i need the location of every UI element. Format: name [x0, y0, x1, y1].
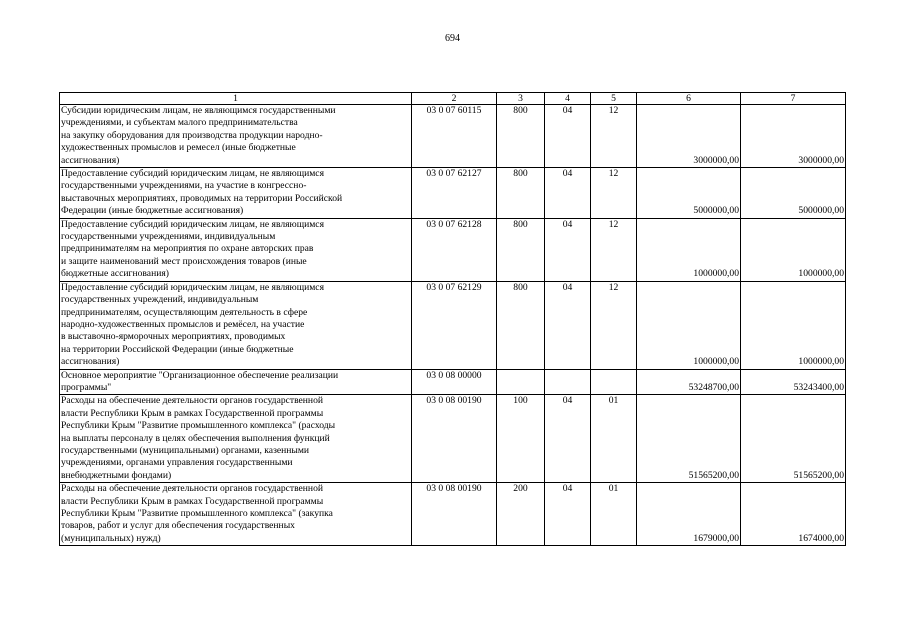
row-amount-year-1: 53248700,00: [637, 369, 741, 395]
description-line: учреждениями, и субъектам малого предпринимательства: [61, 117, 298, 129]
row-subsection: 12: [591, 218, 637, 281]
header-col-3: 3: [497, 93, 545, 105]
description-line: государственными учреждениями, индивидуальным: [61, 231, 276, 243]
row-code: 03 0 07 62128: [412, 218, 497, 281]
page-number: 694: [445, 33, 460, 44]
table-row: [60, 483, 846, 546]
header-col-7: 7: [741, 93, 846, 105]
table-row: [60, 105, 846, 168]
row-description: [60, 281, 412, 369]
table-row: [60, 218, 846, 281]
row-code: 03 0 08 00190: [412, 395, 497, 483]
row-subsection: 01: [591, 483, 637, 546]
row-amount-year-1: 51565200,00: [637, 395, 741, 483]
row-expense-type: 200: [497, 483, 545, 546]
description-line: государственными (муниципальными) органами, казенными: [61, 444, 310, 456]
description-line: бюджетные ассигнования): [61, 268, 169, 280]
row-expense-type: 800: [497, 218, 545, 281]
description-line: ассигнования): [61, 356, 120, 368]
header-col-2: 2: [412, 93, 497, 105]
description-line: государственных учреждений, индивидуальным: [61, 294, 259, 306]
row-section: 04: [545, 105, 591, 168]
description-line: в выставочно-ярморочных мероприятиях, проводимых: [61, 331, 286, 343]
description-line: власти Республики Крым в рамках Государственной программы: [61, 495, 324, 507]
description-line: Субсидии юридическим лицам, не являющимся государственными: [61, 105, 336, 116]
description-line: на территории Российской Федерации (иные бюджетные: [61, 343, 294, 355]
description-line: художественных промыслов и ремесел (иные бюджетные: [61, 142, 296, 154]
row-code: 03 0 08 00000: [412, 369, 497, 395]
row-amount-year-1: 1000000,00: [637, 218, 741, 281]
row-code: 03 0 07 62129: [412, 281, 497, 369]
row-description: [60, 218, 412, 281]
table-row: [60, 369, 846, 395]
row-amount-year-2: 51565200,00: [741, 395, 846, 483]
row-code: 03 0 07 62127: [412, 168, 497, 219]
description-line: Республики Крым "Развитие промышленного комплекса" (закупка: [61, 508, 333, 519]
table-row: [60, 281, 846, 369]
header-col-1: 1: [60, 93, 412, 105]
header-col-6: 6: [637, 93, 741, 105]
row-section: 04: [545, 218, 591, 281]
description-line: Республики Крым "Развитие промышленного комплекса" (расходы: [61, 420, 336, 432]
row-amount-year-2: 1000000,00: [741, 281, 846, 369]
table-row: [60, 395, 846, 483]
row-section: [545, 369, 591, 395]
description-line: ассигнования): [61, 154, 120, 166]
description-line: на закупку оборудования для производства продукции народно-: [61, 129, 323, 141]
row-subsection: 12: [591, 105, 637, 168]
description-line: предпринимателям на мероприятия по охране авторских прав: [61, 243, 314, 255]
description-line: Расходы на обеспечение деятельности органов государственной: [61, 395, 324, 407]
row-amount-year-2: 3000000,00: [741, 105, 846, 168]
header-col-5: 5: [591, 93, 637, 105]
description-line: программы": [61, 381, 112, 393]
row-amount-year-2: 1000000,00: [741, 218, 846, 281]
description-line: Предоставление субсидий юридическим лицам, не являющимся: [61, 168, 324, 180]
row-description: [60, 483, 412, 546]
row-expense-type: 800: [497, 168, 545, 219]
row-code: 03 0 08 00190: [412, 483, 497, 546]
description-line: предпринимателям, осуществляющим деятельность в сфере: [61, 306, 308, 318]
row-section: 04: [545, 395, 591, 483]
row-expense-type: 800: [497, 105, 545, 168]
table-row: [60, 168, 846, 219]
description-line: и защите наименований мест происхождения товаров (иные: [61, 255, 307, 267]
row-section: 04: [545, 168, 591, 219]
description-line: (муниципальных) нужд): [61, 532, 161, 544]
budget-table: [59, 92, 846, 546]
row-subsection: 12: [591, 281, 637, 369]
table-body: [60, 105, 846, 546]
description-line: государственными учреждениями, на участие в конгрессно-: [61, 180, 307, 192]
description-line: народно-художественных промыслов и ремёсел, на участие: [61, 318, 305, 330]
row-expense-type: 800: [497, 281, 545, 369]
row-amount-year-1: 3000000,00: [637, 105, 741, 168]
row-amount-year-1: 1000000,00: [637, 281, 741, 369]
row-amount-year-2: 5000000,00: [741, 168, 846, 219]
description-line: товаров, работ и услуг для обеспечения государственных: [61, 520, 295, 532]
row-amount-year-2: 53243400,00: [741, 369, 846, 395]
header-row: [60, 93, 846, 105]
description-line: Основное мероприятие "Организационное обеспечение реализации: [61, 369, 339, 381]
description-line: на выплаты персоналу в целях обеспечения выполнения функций: [61, 432, 330, 444]
description-line: власти Республики Крым в рамках Государственной программы: [61, 407, 324, 419]
description-line: Предоставление субсидий юридическим лицам, не являющимся: [61, 281, 324, 293]
description-line: внебюджетными фондами): [61, 469, 172, 481]
row-description: [60, 105, 412, 168]
row-amount-year-1: 5000000,00: [637, 168, 741, 219]
description-line: Предоставление субсидий юридическим лицам, не являющимся: [61, 218, 324, 230]
description-line: Расходы на обеспечение деятельности органов государственной: [61, 483, 324, 495]
row-expense-type: 100: [497, 395, 545, 483]
row-amount-year-2: 1674000,00: [741, 483, 846, 546]
row-amount-year-1: 1679000,00: [637, 483, 741, 546]
row-description: [60, 369, 412, 395]
row-section: 04: [545, 483, 591, 546]
header-col-4: 4: [545, 93, 591, 105]
row-description: [60, 168, 412, 219]
row-code: 03 0 07 60115: [412, 105, 497, 168]
row-subsection: 01: [591, 395, 637, 483]
description-line: Федерации (иные бюджетные ассигнования): [61, 205, 244, 217]
row-subsection: 12: [591, 168, 637, 219]
row-section: 04: [545, 281, 591, 369]
description-line: выставочных мероприятиях, проводимых на территории Российской: [61, 192, 343, 204]
row-subsection: [591, 369, 637, 395]
description-line: учреждениями, органами управления государственными: [61, 457, 293, 469]
row-expense-type: [497, 369, 545, 395]
row-description: [60, 395, 412, 483]
